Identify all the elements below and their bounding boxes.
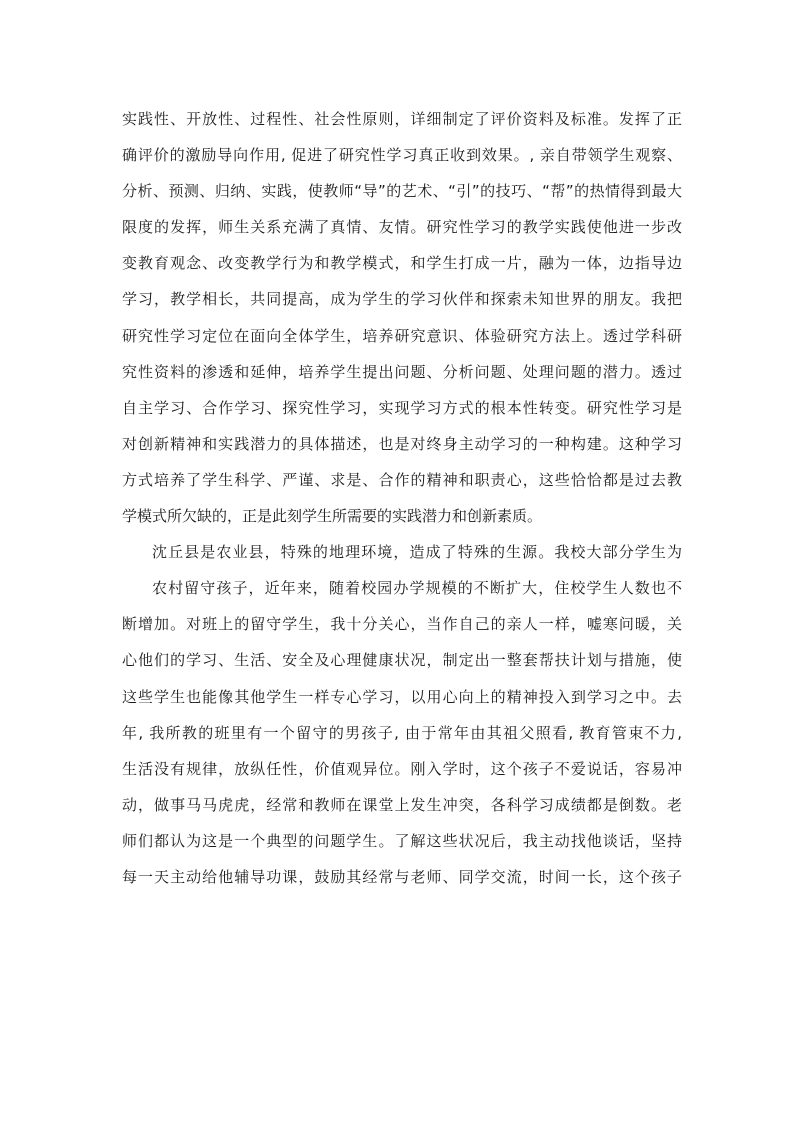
text-line: 究性资料的渗透和延伸，培养学生提出问题、分析问题、处理问题的潜力。透过: [122, 362, 682, 381]
text-line: 师们都认为这是一个典型的问题学生。了解这些状况后，我主动找他谈话，坚持: [122, 831, 682, 850]
text-line: 年, 我所教的班里有一个留守的男孩子, 由于常年由其祖父照看, 教育管束不力,: [122, 723, 682, 742]
text-line: 确评价的激励导向作用, 促进了研究性学习真正收到效果。, 亲自带领学生观察、: [122, 146, 682, 165]
text-line: 分析、预测、归纳、实践，使教师“导”的艺术、“引”的技巧、“帮”的热情得到最大: [122, 182, 682, 201]
text-line: 动，做事马马虎虎，经常和教师在课堂上发生冲突，各科学习成绩都是倒数。老: [122, 795, 682, 814]
text-line: 自主学习、合作学习、探究性学习，实现学习方式的根本性转变。研究性学习是: [122, 398, 682, 417]
text-line: 心他们的学习、生活、安全及心理健康状况，制定出一整套帮扶计划与措施，使: [122, 651, 682, 670]
text-line: 学模式所欠缺的，正是此刻学生所需要的实践潜力和创新素质。: [122, 507, 543, 526]
text-line: 每一天主动给他辅导功课，鼓励其经常与老师、同学交流，时间一长，这个孩子: [122, 867, 682, 886]
text-line: 农村留守孩子，近年来，随着校园办学规模的不断扩大，住校学生人数也不: [152, 579, 682, 598]
text-line: 限度的发挥，师生关系充满了真情、友情。研究性学习的教学实践使他进一步改: [122, 218, 682, 237]
text-line: 断增加。对班上的留守学生，我十分关心，当作自己的亲人一样，嘘寒问暖，关: [122, 615, 682, 634]
text-line: 这些学生也能像其他学生一样专心学习，以用心向上的精神投入到学习之中。去: [122, 687, 682, 706]
text-line: 实践性、开放性、过程性、社会性原则，详细制定了评价资料及标准。发挥了正: [122, 110, 682, 128]
body-text: [122, 101, 682, 895]
text-line: 沈丘县是农业县，特殊的地理环境，造成了特殊的生源。我校大部分学生为: [152, 543, 682, 562]
text-line: 学习，教学相长，共同提高，成为学生的学习伙伴和探索未知世界的朋友。我把: [122, 290, 682, 309]
text-line: 研究性学习定位在面向全体学生，培养研究意识、体验研究方法上。透过学科研: [122, 326, 682, 345]
text-line: 对创新精神和实践潜力的具体描述，也是对终身主动学习的一种构建。这种学习: [122, 434, 682, 453]
text-line: 变教育观念、改变教学行为和教学模式，和学生打成一片，融为一体，边指导边: [122, 254, 682, 273]
text-line: 方式培养了学生科学、严谨、求是、合作的精神和职责心，这些恰恰都是过去教: [122, 470, 682, 489]
text-line: 生活没有规律，放纵任性，价值观异位。刚入学时，这个孩子不爱说话，容易冲: [122, 759, 682, 778]
